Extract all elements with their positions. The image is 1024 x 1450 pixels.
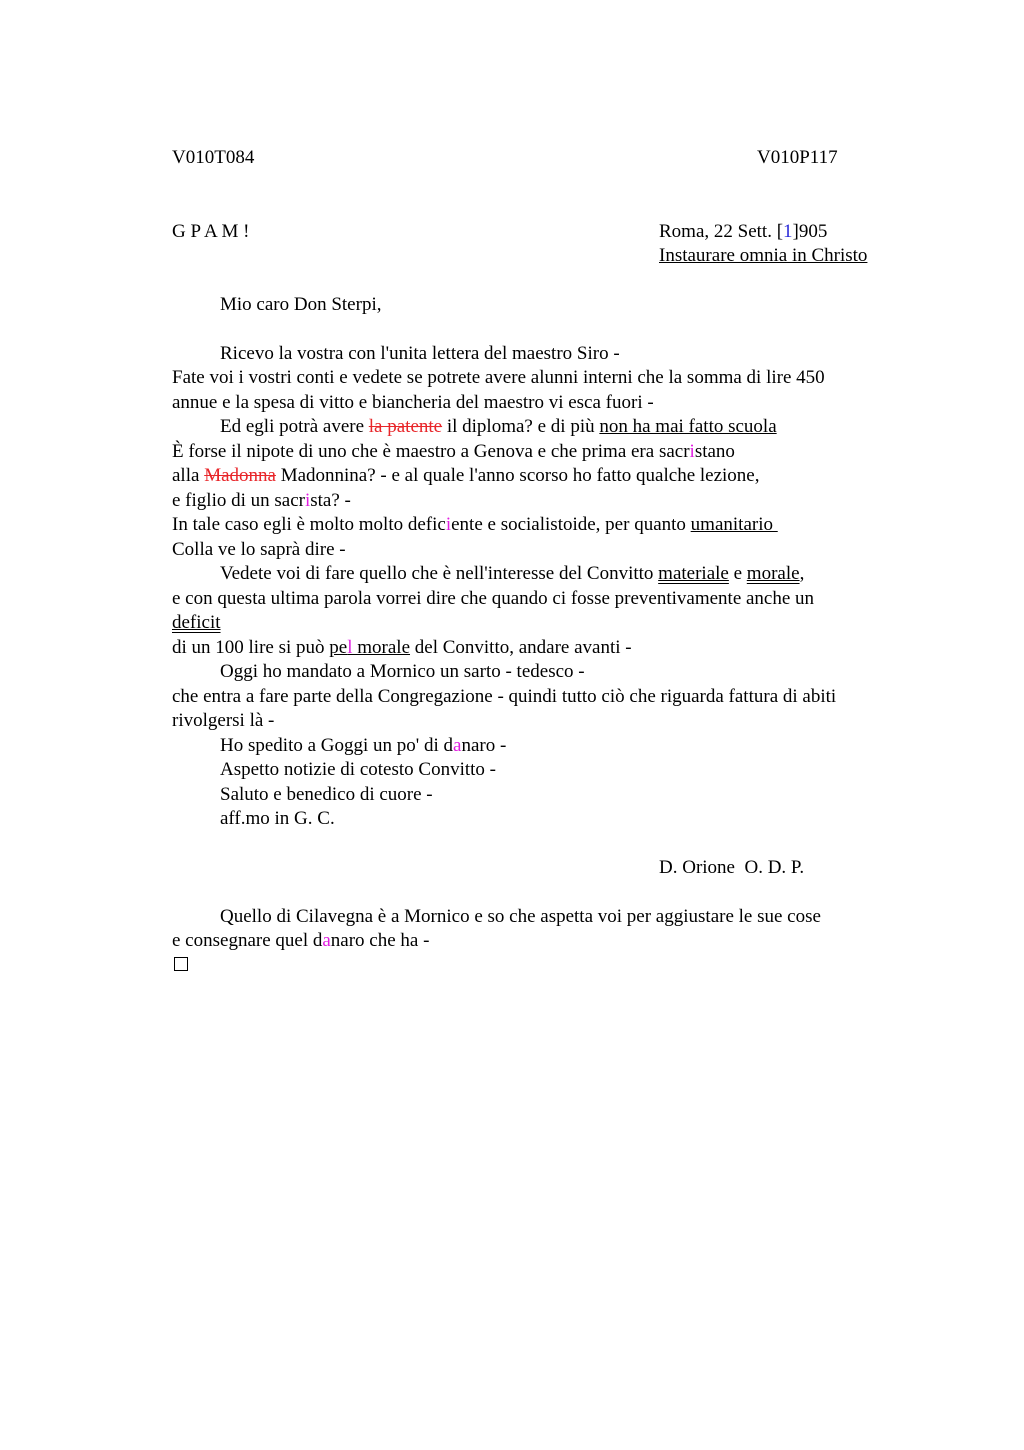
body-line-1: Ricevo la vostra con l'unita lettera del maestro Siro -	[220, 343, 620, 364]
text-span: il diploma? e di più	[442, 416, 600, 437]
place-date	[659, 221, 827, 243]
body-line-5	[172, 441, 735, 463]
body-line-4	[220, 416, 777, 438]
body-line-9: Colla ve lo saprà dire -	[172, 539, 346, 560]
body-line-16: rivolgersi là -	[172, 710, 275, 731]
body-line-3: annue e la spesa di vitto e biancheria del maestro vi esca fuori -	[172, 392, 654, 413]
body-line-6	[172, 465, 759, 487]
body-line-8	[172, 514, 778, 536]
corrected-letter: a	[453, 735, 462, 756]
text-span: naro che ha -	[330, 930, 430, 951]
latin-motto: Instaurare omnia in Christo	[659, 245, 868, 266]
corrected-letter: l	[347, 637, 353, 658]
double-underlined-text: materiale	[658, 563, 729, 584]
underlined-text	[329, 637, 410, 658]
corrected-letter: a	[322, 930, 331, 951]
body-line-18: Aspetto notizie di cotesto Convitto -	[220, 759, 496, 780]
body-line-11: e con questa ultima parola vorrei dire che quando ci fosse preventivamente anche un	[172, 588, 815, 609]
double-underlined-text: morale	[746, 563, 800, 584]
body-line-2: Fate voi i vostri conti e vedete se potrete avere alunni interni che la somma di lire 450	[172, 367, 825, 388]
text-span: ente e socialistoide, per quanto	[451, 514, 691, 535]
body-line-10	[220, 563, 804, 585]
document-code-left: V010T084	[172, 147, 255, 168]
text-span: morale	[352, 637, 411, 658]
text-span: e	[728, 563, 747, 584]
text-span: naro -	[461, 735, 507, 756]
body-line-17	[220, 735, 506, 757]
deleted-text: la patente	[368, 416, 443, 437]
text-span: del Convitto, andare avanti -	[410, 637, 632, 658]
body-line-13	[172, 637, 632, 659]
body-line-15: che entra a fare parte della Congregazione - quindi tutto ciò che riguarda fattura di abiti	[172, 686, 837, 707]
underlined-text: umanitario	[690, 514, 778, 535]
text-span: È forse il nipote di uno che è maestro a Genova e che prima era sacr	[172, 441, 690, 462]
text-span: In tale caso egli è molto molto defic	[172, 514, 446, 535]
motto: G P A M !	[172, 221, 250, 242]
deleted-text: Madonna	[204, 465, 276, 486]
postscript-line-1: Quello di Cilavegna è a Mornico e so che aspetta voi per aggiustare le sue cose	[220, 906, 821, 927]
body-line-14: Oggi ho mandato a Mornico un sarto - tedesco -	[220, 661, 585, 682]
closing: aff.mo in G. C.	[220, 808, 335, 829]
text-span: pe	[329, 637, 348, 658]
text-span: Ed egli potrà avere	[220, 416, 369, 437]
text-span: Madonnina? - e al quale l'anno scorso ho fatto qualche lezione,	[275, 465, 760, 486]
place-date-pre: Roma, 22 Sett. [	[659, 221, 784, 242]
text-span: Vedete voi di fare quello che è nell'interesse del Convitto	[220, 563, 659, 584]
salutation: Mio caro Don Sterpi,	[220, 294, 382, 315]
corrected-letter: i	[304, 490, 311, 511]
body-line-19: Saluto e benedico di cuore -	[220, 784, 433, 805]
corrected-letter: i	[445, 514, 452, 535]
body-line-7	[172, 490, 351, 512]
text-span: alla	[172, 465, 205, 486]
text-span: sta? -	[310, 490, 351, 511]
text-span: e figlio di un sacr	[172, 490, 305, 511]
place-date-digit: 1	[783, 221, 793, 242]
text-span: Ho spedito a Goggi un po' di d	[220, 735, 453, 756]
end-marker-box	[174, 957, 188, 971]
underlined-text: non ha mai fatto scuola	[599, 416, 777, 437]
place-date-post: ]905	[792, 221, 828, 242]
corrected-letter: i	[689, 441, 695, 462]
signature: D. Orione O. D. P.	[659, 857, 805, 878]
postscript-line-2	[172, 930, 429, 952]
text-span: stano	[694, 441, 735, 462]
body-line-12: deficit	[172, 612, 221, 633]
text-span: ,	[799, 563, 805, 584]
text-span: di un 100 lire si può	[172, 637, 330, 658]
document-code-right: V010P117	[757, 147, 838, 168]
text-span: e consegnare quel d	[172, 930, 323, 951]
